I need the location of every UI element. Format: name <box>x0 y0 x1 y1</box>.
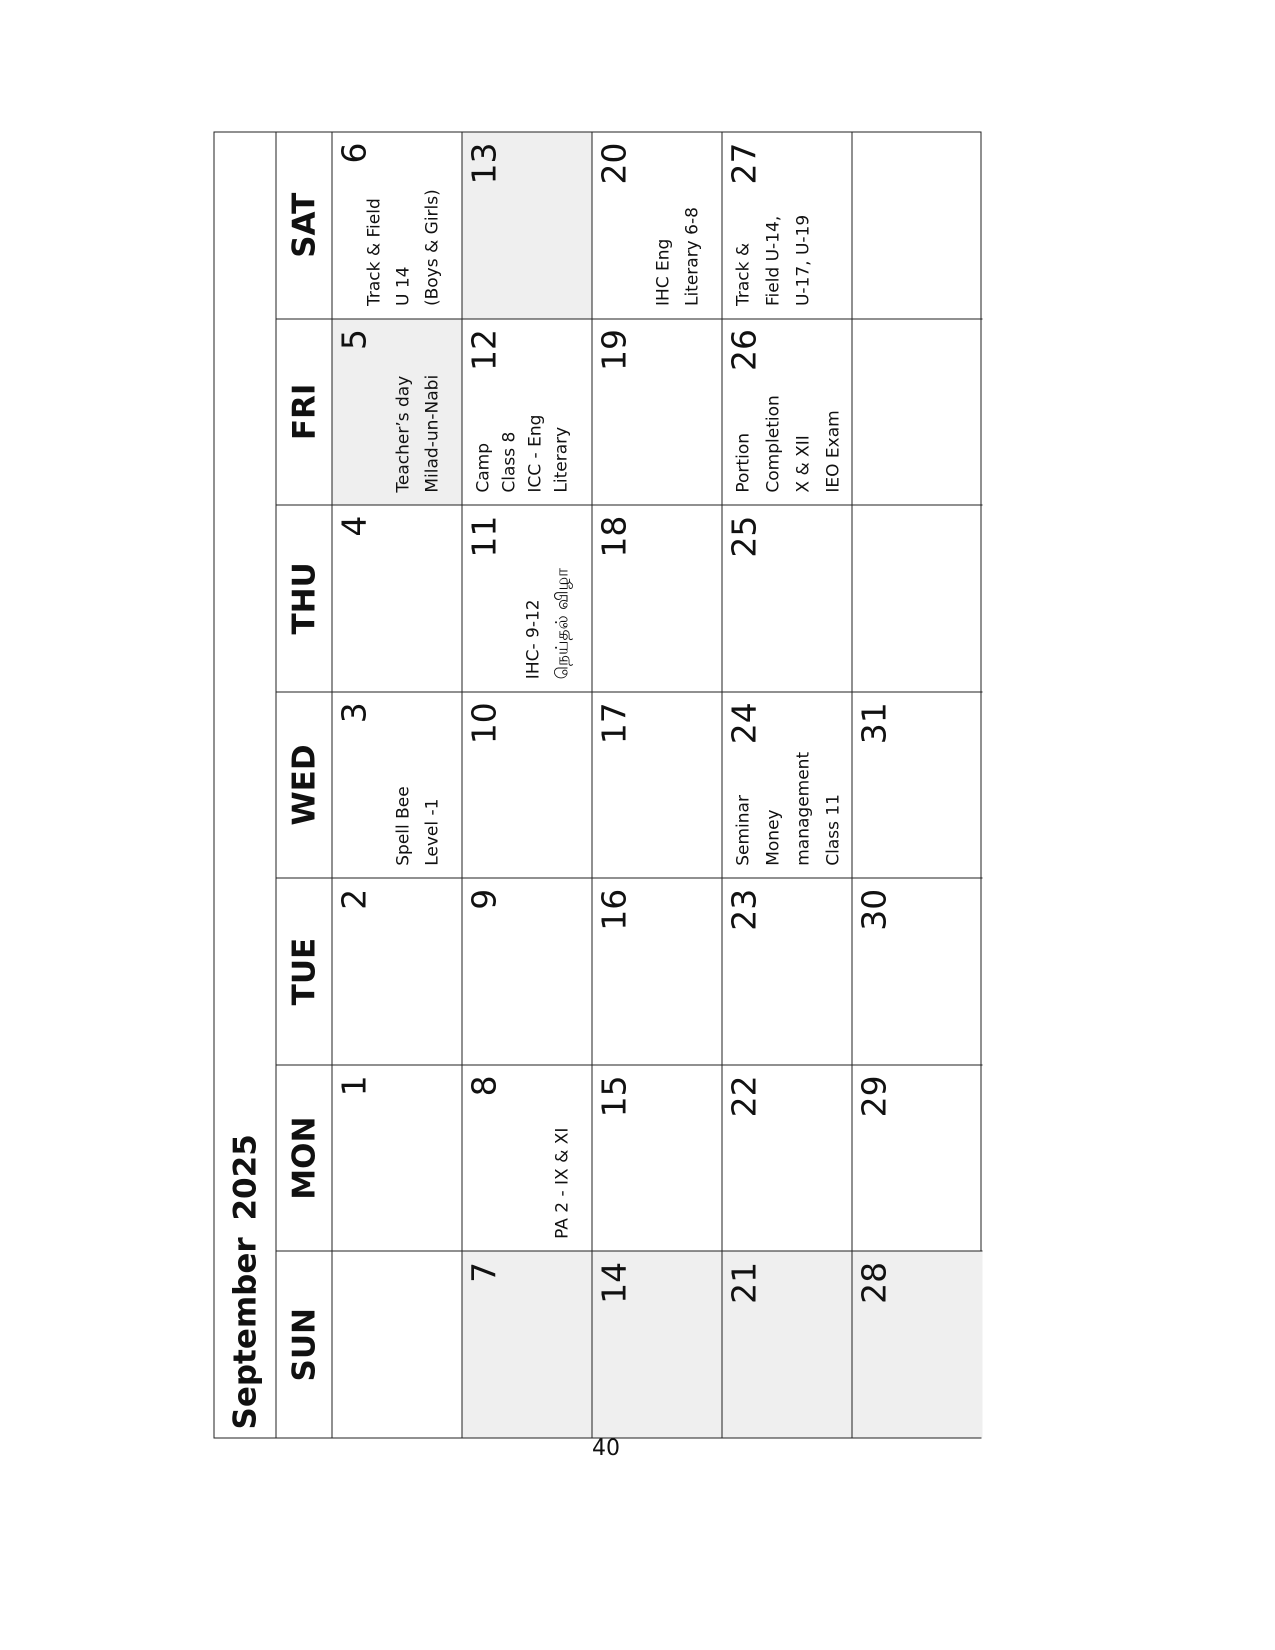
day-cell <box>852 318 982 505</box>
event-text: Class 11 <box>823 793 843 866</box>
date-number: 24 <box>724 701 763 744</box>
event-text: Camp <box>473 442 493 493</box>
date-number: 26 <box>724 328 763 371</box>
event-text: IHC Eng <box>653 238 673 306</box>
event-list <box>360 189 447 306</box>
date-number: 19 <box>594 328 633 371</box>
week-row <box>592 132 722 1437</box>
day-cell <box>592 1064 721 1251</box>
event-text: Milad-un-Nabi <box>422 374 442 493</box>
date-number: 14 <box>594 1261 633 1304</box>
day-cell <box>592 318 721 505</box>
event-text: Portion <box>733 432 753 493</box>
calendar-table <box>213 131 981 1438</box>
day-cell <box>722 504 851 691</box>
day-cell <box>722 1250 851 1437</box>
day-cell <box>332 1250 461 1437</box>
event-text: IHC- 9-12 <box>523 598 543 679</box>
weekday-thu: THU <box>276 504 331 691</box>
date-number: 3 <box>334 701 373 723</box>
day-cell <box>722 318 851 505</box>
event-text: Literary <box>551 426 571 493</box>
date-number: 16 <box>594 888 633 931</box>
day-cell <box>592 691 721 878</box>
day-cell <box>462 877 591 1064</box>
day-cell <box>722 877 851 1064</box>
day-cell <box>332 504 461 691</box>
event-text: Track & Field <box>364 197 384 306</box>
event-text: Completion <box>763 394 783 493</box>
day-cell <box>332 877 461 1064</box>
day-cell <box>462 1250 591 1437</box>
date-number: 18 <box>594 515 633 558</box>
day-cell <box>852 1250 982 1437</box>
weekday-sun: SUN <box>276 1250 331 1437</box>
event-text: IEO Exam <box>823 409 843 493</box>
day-cell <box>592 1250 721 1437</box>
day-cell <box>332 318 461 505</box>
event-text: Field U-14, <box>763 215 783 306</box>
date-number: 2 <box>334 888 373 910</box>
date-number: 6 <box>334 141 373 163</box>
event-text: Track & <box>733 242 753 306</box>
event-text: ICC - Eng <box>525 414 545 493</box>
date-number: 11 <box>464 515 503 558</box>
event-list <box>649 207 707 306</box>
weekday-sat: SAT <box>285 192 322 258</box>
day-cell <box>332 1064 461 1251</box>
date-number: 15 <box>594 1074 633 1117</box>
day-cell <box>332 691 461 878</box>
event-list <box>728 214 818 305</box>
weekday-fri: FRI <box>276 318 331 505</box>
page-number: 40 <box>592 1436 620 1461</box>
event-list <box>389 786 447 865</box>
date-number: 27 <box>724 141 763 184</box>
date-number: 20 <box>594 141 633 184</box>
date-number: 22 <box>724 1074 763 1117</box>
event-text: Level -1 <box>422 798 442 866</box>
event-text: Spell Bee <box>393 785 413 866</box>
week-row <box>332 132 462 1437</box>
day-cell <box>462 504 591 691</box>
day-cell <box>722 691 851 878</box>
day-cell <box>852 691 982 878</box>
event-list <box>728 751 848 865</box>
day-cell <box>592 877 721 1064</box>
event-list <box>728 395 848 492</box>
event-list <box>470 414 574 492</box>
event-text: X & XII <box>793 434 813 493</box>
day-cell <box>592 504 721 691</box>
date-number: 8 <box>464 1074 503 1096</box>
day-cell <box>592 132 721 318</box>
weekday-mon: MON <box>276 1064 331 1251</box>
date-number: 1 <box>334 1074 373 1096</box>
event-list <box>389 374 447 492</box>
weeks <box>332 132 982 1437</box>
event-text: Literary 6-8 <box>682 206 702 306</box>
date-number: 17 <box>594 701 633 744</box>
week-row <box>462 132 592 1437</box>
event-list <box>548 1127 577 1238</box>
weekday-wed: WED <box>276 691 331 878</box>
date-number: 9 <box>464 888 503 910</box>
date-number: 12 <box>464 328 503 371</box>
date-number: 10 <box>464 701 503 744</box>
day-cell <box>462 1064 591 1251</box>
date-number: 28 <box>854 1261 893 1304</box>
day-cell <box>852 1064 982 1251</box>
calendar-title: September 2025 <box>226 1133 263 1429</box>
event-text: U-17, U-19 <box>793 214 813 306</box>
day-cell <box>852 877 982 1064</box>
event-text: Teacher’s day <box>393 375 413 493</box>
weekday-header <box>276 132 332 1437</box>
event-text: நெய்தல் விழா <box>552 567 572 679</box>
date-number: 21 <box>724 1261 763 1304</box>
date-number: 31 <box>854 701 893 744</box>
day-cell <box>722 132 851 318</box>
week-row <box>852 132 982 1437</box>
day-cell <box>332 132 461 318</box>
date-number: 7 <box>464 1261 503 1283</box>
event-text: Money <box>763 808 783 866</box>
date-number: 29 <box>854 1074 893 1117</box>
event-text: U 14 <box>393 266 413 306</box>
title-row <box>214 132 276 1437</box>
event-text: Seminar <box>733 794 753 866</box>
date-number: 5 <box>334 328 373 350</box>
event-text: management <box>793 751 813 866</box>
date-number: 30 <box>854 888 893 931</box>
date-number: 13 <box>464 141 503 184</box>
date-number: 23 <box>724 888 763 931</box>
week-row <box>722 132 852 1437</box>
event-list <box>519 567 577 678</box>
day-cell <box>852 132 982 318</box>
day-cell <box>852 504 982 691</box>
event-text: (Boys & Girls) <box>422 188 442 306</box>
weekday-tue: TUE <box>276 877 331 1064</box>
event-text: Class 8 <box>499 431 519 493</box>
day-cell <box>722 1064 851 1251</box>
day-cell <box>462 318 591 505</box>
event-text: PA 2 - IX & XI <box>552 1127 572 1239</box>
day-cell <box>462 132 591 318</box>
date-number: 25 <box>724 515 763 558</box>
date-number: 4 <box>334 515 373 537</box>
day-cell <box>462 691 591 878</box>
